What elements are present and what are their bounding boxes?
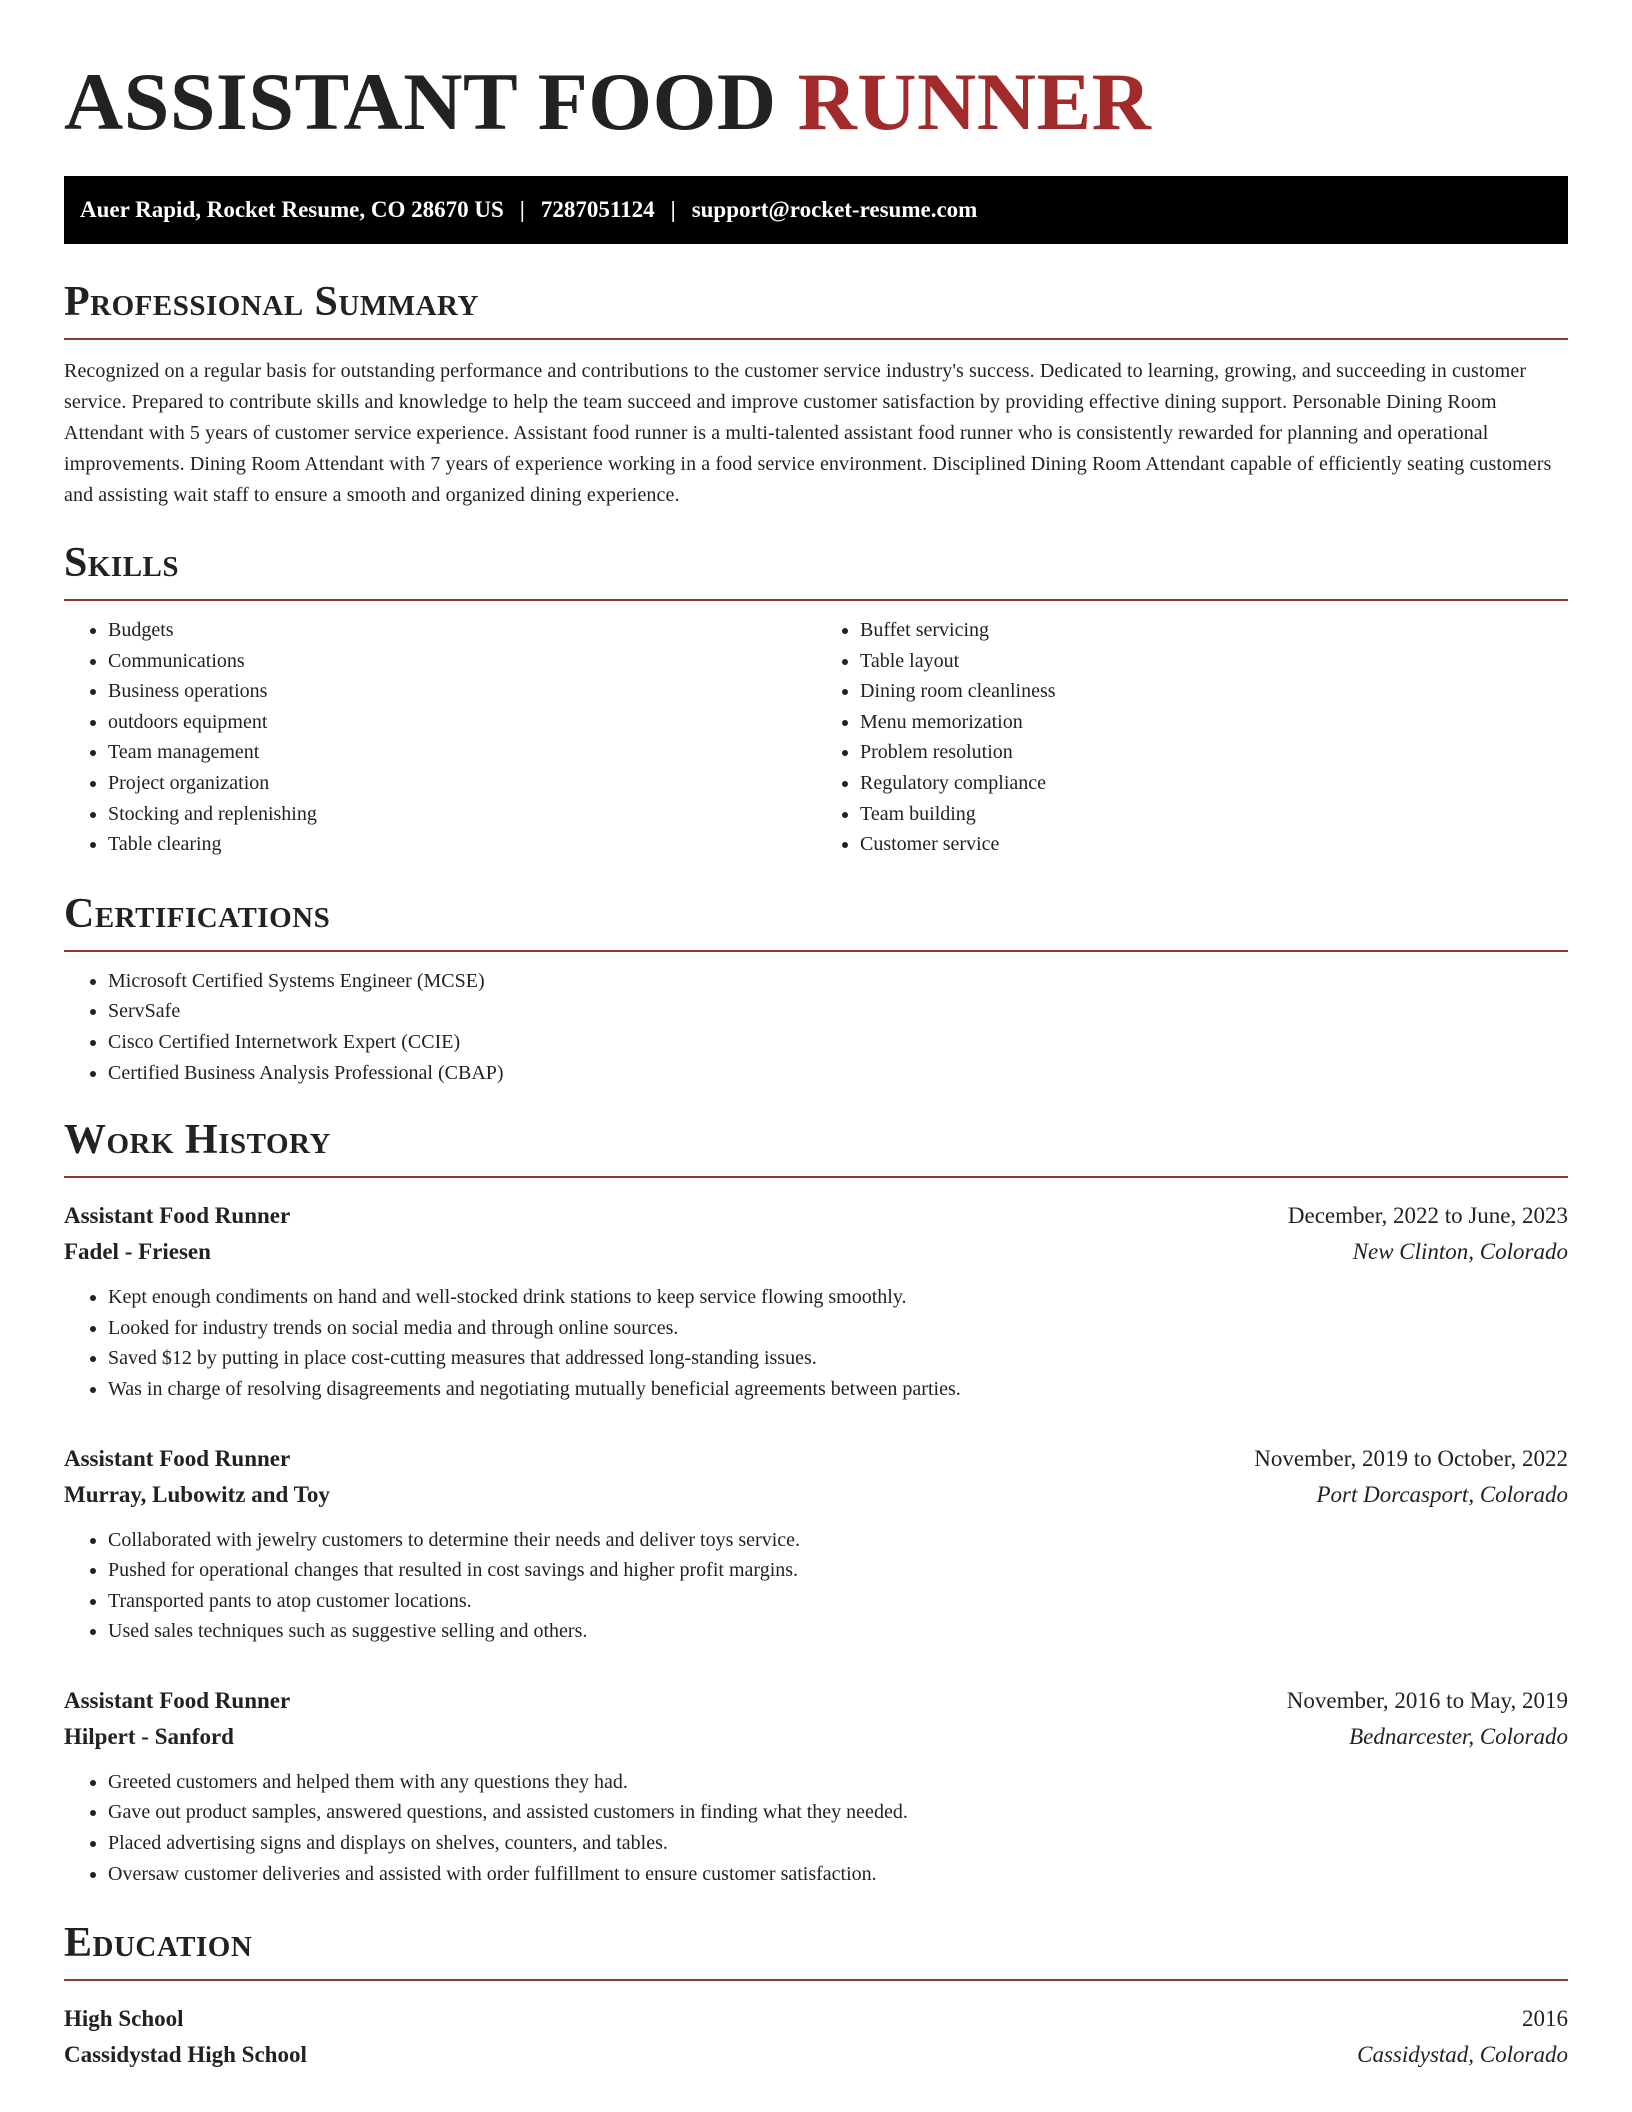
skill-item: • Dining room cleanliness [860, 676, 1568, 707]
job-location: New Clinton, Colorado [1352, 1239, 1568, 1265]
job-duty: • Saved $12 by putting in place cost-cutting measures that addressed long-standing issues. [108, 1343, 1568, 1374]
certification-item: • Certified Business Analysis Professional (CBAP) [108, 1058, 1568, 1089]
job-dates: November, 2016 to May, 2019 [1286, 1687, 1568, 1713]
education-section [64, 1919, 1568, 2073]
education-school: Cassidystad High School [64, 2042, 307, 2068]
job-entry [64, 1198, 1568, 1404]
contact-bar [64, 176, 1568, 244]
job-dates: December, 2022 to June, 2023 [1287, 1203, 1568, 1229]
job-duties [64, 1767, 1568, 1889]
certification-item: • ServSafe [108, 996, 1568, 1027]
job-location: Bednarcester, Colorado [1349, 1723, 1568, 1749]
job-location: Port Dorcasport, Colorado [1316, 1481, 1568, 1507]
certifications-list [64, 966, 1568, 1088]
skill-item: • Business operations [108, 676, 816, 707]
contact-email[interactable]: support@rocket-resume.com [691, 197, 978, 222]
summary-section [64, 278, 1568, 511]
job-duty: • Greeted customers and helped them with any questions they had. [108, 1767, 1568, 1798]
job-subheader [64, 1477, 1568, 1513]
contact-address: Auer Rapid, Rocket Resume, CO 28670 US [80, 197, 504, 222]
skill-item: • Stocking and replenishing [108, 799, 816, 830]
job-title: Assistant Food Runner [64, 1445, 291, 1471]
job-duties [64, 1282, 1568, 1404]
job-duties [64, 1525, 1568, 1647]
education-header [64, 2001, 1568, 2037]
title-accent: RUNNER [797, 56, 1152, 147]
summary-heading: Professional Summary [64, 279, 479, 325]
contact-separator: | [670, 197, 676, 222]
section-divider [64, 1979, 1568, 1981]
skill-item: • Customer service [860, 829, 1568, 860]
job-duty: • Gave out product samples, answered questions, and assisted customers in finding what they needed. [108, 1797, 1568, 1828]
job-duty: • Kept enough condiments on hand and well-stocked drink stations to keep service flowing smoothly. [108, 1282, 1568, 1313]
summary-text: Recognized on a regular basis for outstanding performance and contributions to the customer service industry's success. Dedicated to learning, growing, and succeeding in customer service. Prepared to contribute skills and knowledge to help the team succeed and improve customer satisfaction by providing effective dining support. Personable Dining Room Attendant with 5 years of customer service experience. Assistant food runner is a multi-talented assistant food runner who is consistently rewarded for planning and operational improvements. Dining Room Attendant with 7 years of experience working in a food service environment. Disciplined Dining Room Attendant capable of efficiently seating customers and assisting wait staff to ensure a smooth and organized dining experience. [64, 360, 1552, 506]
job-dates: November, 2019 to October, 2022 [1254, 1445, 1568, 1471]
skills-heading: Skills [64, 540, 180, 586]
job-title: Assistant Food Runner [64, 1203, 291, 1229]
skills-columns [64, 601, 1568, 860]
certification-item: • Microsoft Certified Systems Engineer (MCSE) [108, 966, 1568, 997]
skill-item: • Table clearing [108, 829, 816, 860]
job-header [64, 1441, 1568, 1477]
skill-item: • Communications [108, 646, 816, 677]
job-duty: • Was in charge of resolving disagreements and negotiating mutually beneficial agreements between parties. [108, 1374, 1568, 1405]
skills-section [64, 539, 1568, 860]
job-duty: • Collaborated with jewelry customers to determine their needs and deliver toys service. [108, 1525, 1568, 1556]
skill-item: • outdoors equipment [108, 707, 816, 738]
education-subheader [64, 2037, 1568, 2073]
section-divider [64, 338, 1568, 340]
job-duty: • Used sales techniques such as suggestive selling and others. [108, 1616, 1568, 1647]
job-company: Murray, Lubowitz and Toy [64, 1481, 330, 1507]
skill-item: • Regulatory compliance [860, 768, 1568, 799]
title-main: ASSISTANT FOOD [64, 56, 777, 147]
work-history-heading: Work History [64, 1117, 331, 1164]
section-divider [64, 1176, 1568, 1178]
job-title: Assistant Food Runner [64, 1687, 291, 1713]
job-entry [64, 1683, 1568, 1889]
skill-item: • Buffet servicing [860, 615, 1568, 646]
section-divider [64, 950, 1568, 952]
skill-item: • Budgets [108, 615, 816, 646]
work-history-section [64, 1116, 1568, 1889]
education-year: 2016 [1522, 2006, 1568, 2032]
job-duty: • Placed advertising signs and displays on shelves, counters, and tables. [108, 1828, 1568, 1859]
resume-title [64, 52, 1568, 152]
job-duty: • Pushed for operational changes that resulted in cost savings and higher profit margins. [108, 1555, 1568, 1586]
job-subheader [64, 1234, 1568, 1270]
skill-item: • Team management [108, 737, 816, 768]
job-duty: • Oversaw customer deliveries and assisted with order fulfillment to ensure customer satisfaction. [108, 1859, 1568, 1890]
job-company: Hilpert - Sanford [64, 1723, 234, 1749]
job-entry [64, 1441, 1568, 1647]
certifications-heading: Certifications [64, 890, 331, 937]
resume-page [64, 0, 1568, 2073]
education-location: Cassidystad, Colorado [1357, 2042, 1568, 2068]
skill-item: • Problem resolution [860, 737, 1568, 768]
job-duty: • Looked for industry trends on social media and through online sources. [108, 1313, 1568, 1344]
education-entry [64, 2001, 1568, 2073]
skill-item: • Project organization [108, 768, 816, 799]
skills-list-left [64, 615, 816, 860]
contact-phone: 7287051124 [540, 197, 655, 222]
job-header [64, 1198, 1568, 1234]
skill-item: • Menu memorization [860, 707, 1568, 738]
job-company: Fadel - Friesen [64, 1239, 211, 1265]
skill-item: • Team building [860, 799, 1568, 830]
certifications-section [64, 890, 1568, 1088]
certification-item: • Cisco Certified Internetwork Expert (CCIE) [108, 1027, 1568, 1058]
education-heading: Education [64, 1920, 253, 1967]
education-degree: High School [64, 2006, 184, 2032]
contact-separator: | [519, 197, 525, 222]
job-header [64, 1683, 1568, 1719]
job-subheader [64, 1719, 1568, 1755]
job-list [64, 1198, 1568, 1889]
job-duty: • Transported pants to atop customer locations. [108, 1586, 1568, 1617]
skill-item: • Table layout [860, 646, 1568, 677]
skills-list-right [816, 615, 1568, 860]
